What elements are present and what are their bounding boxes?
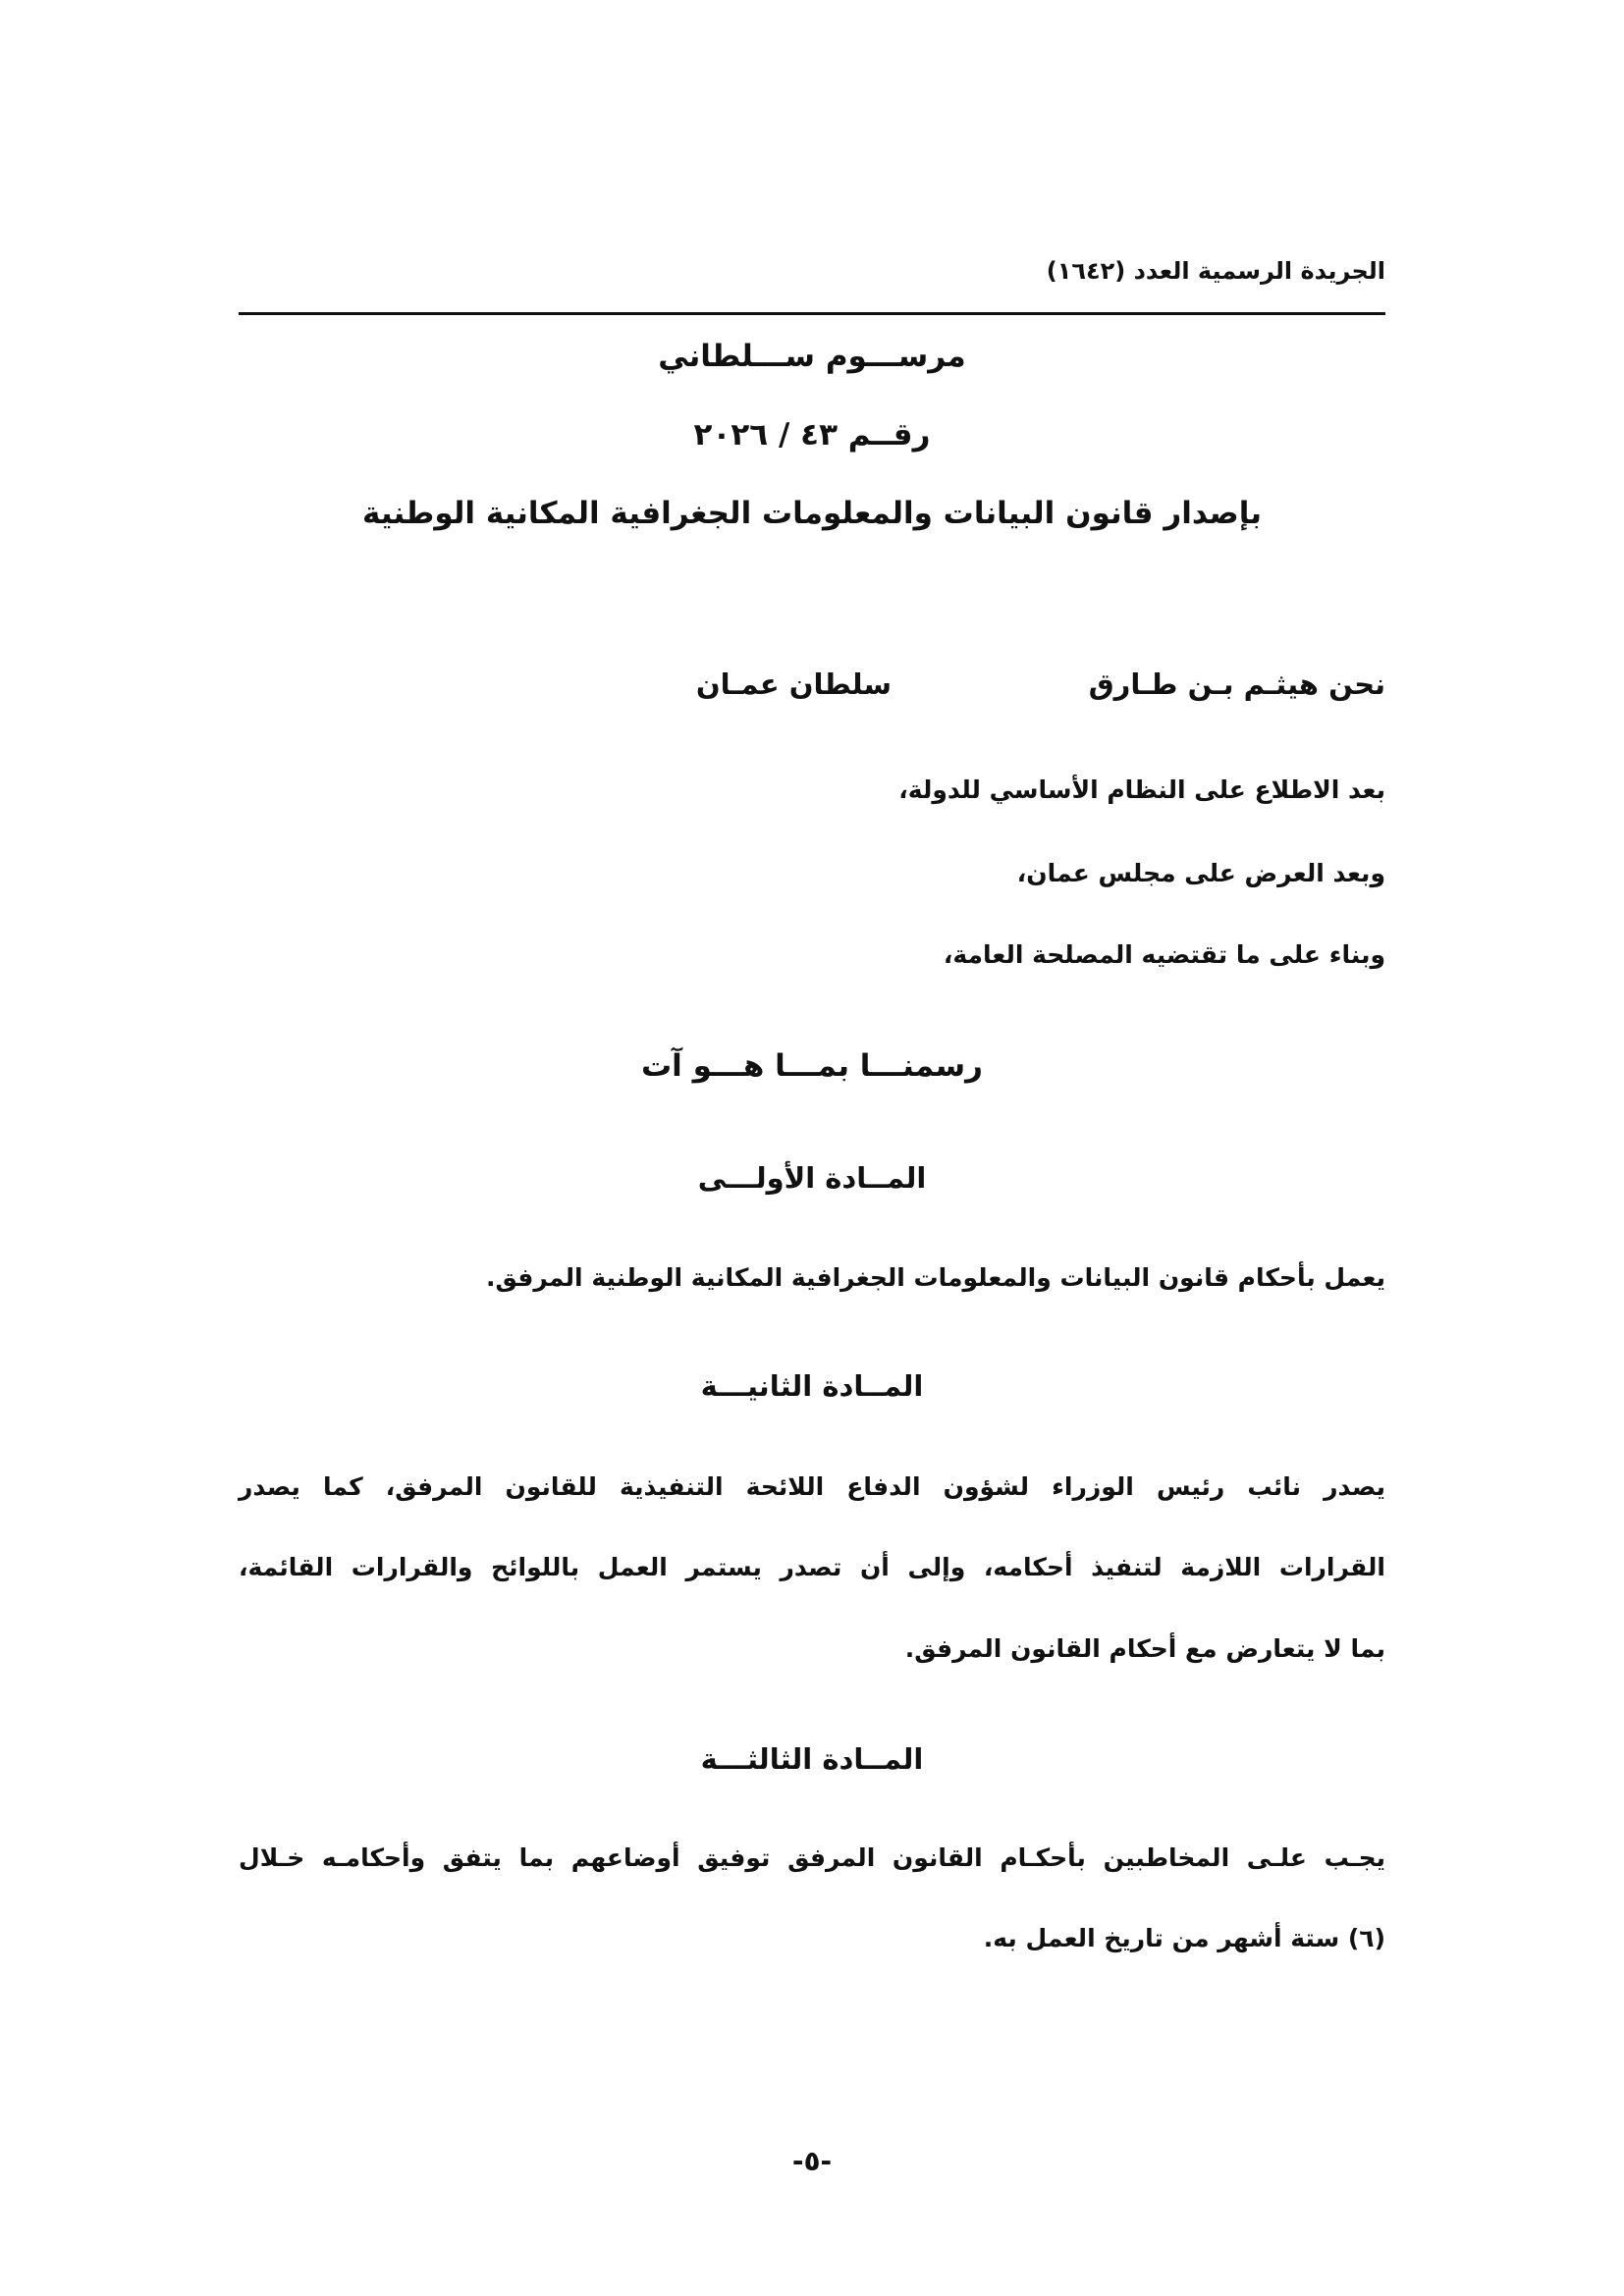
article-2-line: القرارات اللازمة لتنفيذ أحكامه، وإلى أن تصدر يستمر العمل باللوائح والقرارات القائمة، [239,1553,1385,1581]
decreed-heading: رسمنـــا بمـــا هـــو آت [641,1048,983,1084]
gazette-issue: الجريدة الرسمية العدد (١٦٤٢) [1046,257,1385,285]
article-2-line: يصدر نائب رئيس الوزراء لشؤون الدفاع اللائحة التنفيذية للقانون المرفق، كما يصدر [239,1472,1385,1501]
header-rule [239,312,1385,315]
page-header [239,257,1385,316]
article-2-line: بما لا يتعارض مع أحكام القانون المرفق. [904,1634,1385,1663]
preamble-line: وبعد العرض على مجلس عمان، [1016,859,1385,887]
sultan-line [239,667,1385,711]
preamble-line: بعد الاطلاع على النظام الأساسي للدولة، [898,775,1385,804]
page-number: -٥- [791,2145,833,2177]
article-3-line: يجـب علـى المخاطبين بأحكـام القانون المرفق توفيق أوضاعهم بما يتفق وأحكامـه خـلال [239,1843,1385,1872]
decree-number: رقــم ٤٣ / ٢٠٢٦ [693,417,931,453]
article-3-heading: المــادة الثالثـــة [700,1742,924,1776]
article-3-line: (٦) ستة أشهر من تاريخ العمل به. [983,1924,1385,1952]
decree-subject: بإصدار قانون البيانات والمعلومات الجغرافية المكانية الوطنية [362,496,1262,531]
decree-title: مرســـوم ســـلطاني [658,339,966,374]
sultan-title: سلطان عمـان [695,667,892,701]
sultan-name: نحن هيثـم بـن طـارق [1088,667,1385,701]
preamble-line: وبناء على ما تقتضيه المصلحة العامة، [943,940,1385,969]
article-1-heading: المــادة الأولـــى [697,1161,927,1195]
article-1-line: يعمل بأحكام قانون البيانات والمعلومات الجغرافية المكانية الوطنية المرفق. [485,1263,1385,1292]
article-2-heading: المــادة الثانيـــة [700,1369,924,1403]
